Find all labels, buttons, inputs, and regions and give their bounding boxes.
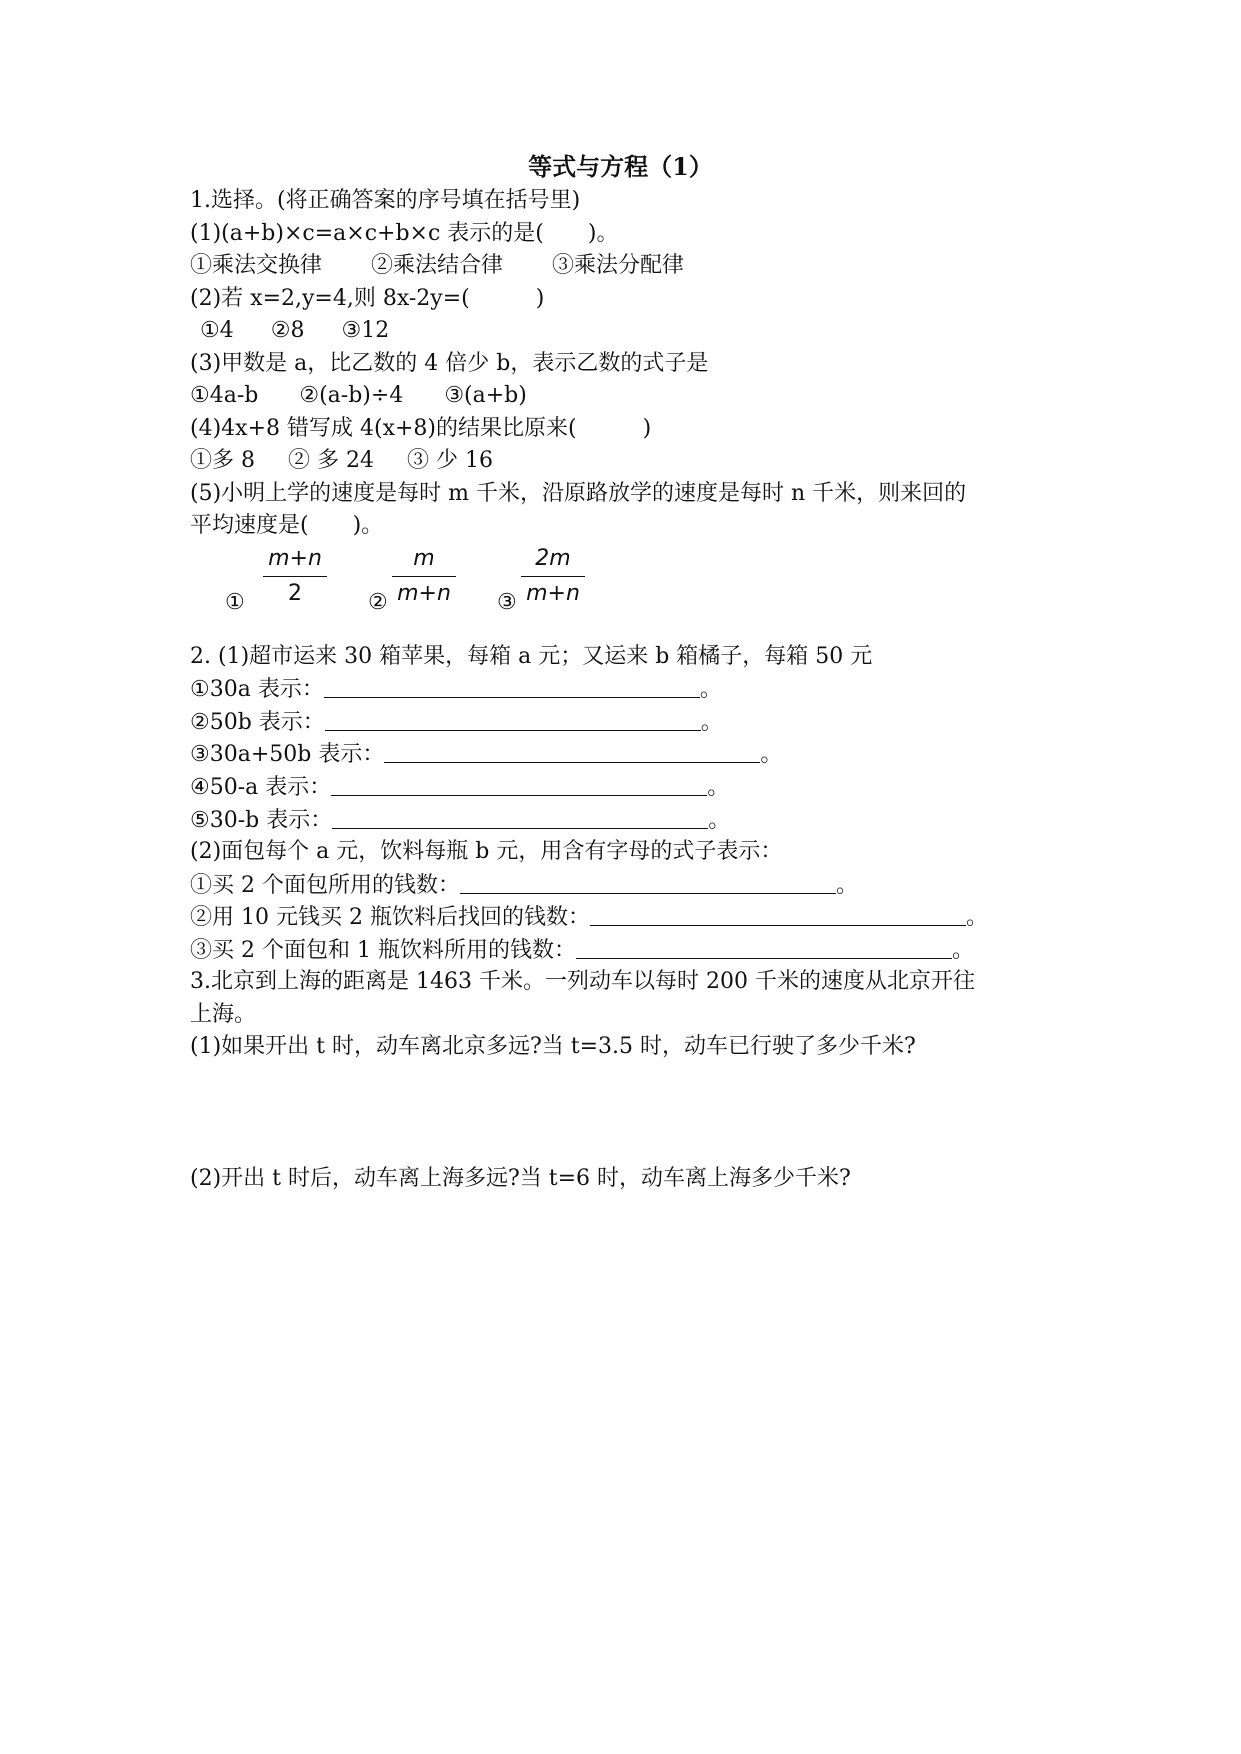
q3-stem-line1: 3.北京到上海的距离是 1463 千米。一列动车以每时 200 千米的速度从北京开往 — [190, 969, 975, 994]
item-label: ③买 2 个面包和 1 瓶饮料所用的钱数： — [190, 938, 576, 963]
fraction-bar — [521, 576, 585, 577]
q3-stem-line2: 上海。 — [190, 1002, 257, 1027]
q1-s3-option-2: ②(a-b)÷4 — [299, 383, 404, 408]
item-end: 。 — [835, 873, 858, 898]
q1-s5-option-1-fraction — [263, 544, 327, 609]
q3-s1: (1)如果开出 t 时，动车离北京多远?当 t=3.5 时，动车已行驶了多少千米? — [190, 1034, 916, 1059]
q1-s5-option-2-fraction — [392, 544, 456, 609]
item-end: 。 — [760, 742, 783, 767]
fraction-numerator: m+n — [268, 546, 322, 571]
answer-blank[interactable] — [332, 804, 708, 829]
q1-s5-option-3-mark: ③ — [497, 590, 517, 615]
q2-p1-item-5 — [190, 804, 730, 837]
q1-s5-option-1-mark: ① — [225, 590, 245, 615]
answer-blank[interactable] — [324, 673, 700, 698]
q1-s5-stem-line2: 平均速度是( )。 — [190, 513, 384, 538]
q1-s4-options — [190, 445, 493, 477]
item-end: 。 — [699, 677, 722, 702]
q1-s4-option-3: ③ 少 16 — [406, 448, 493, 473]
q1-s3-options — [190, 380, 527, 412]
q2-p1-item-3 — [190, 738, 782, 771]
q2-p1-item-4 — [190, 771, 729, 804]
q1-s3-option-1: ①4a-b — [190, 383, 259, 408]
q1-s1-stem: (1)(a+b)×c=a×c+b×c 表示的是( )。 — [190, 221, 619, 246]
fraction-numerator: 2m — [535, 546, 571, 571]
item-label: ⑤30-b 表示： — [190, 808, 333, 833]
answer-blank[interactable] — [590, 901, 966, 926]
q1-s1-option-2: ②乘法结合律 — [371, 253, 504, 278]
item-end: 。 — [708, 808, 731, 833]
q2-p2-stem: (2)面包每个 a 元，饮料每瓶 b 元，用含有字母的式子表示： — [190, 839, 783, 864]
q1-s1-option-3: ③乘法分配律 — [552, 253, 685, 278]
q1-s3-option-3: ③(a+b) — [444, 383, 527, 408]
fraction-denominator: 2 — [288, 581, 302, 606]
item-label: ①30a 表示： — [190, 677, 324, 702]
q1-s4-stem: (4)4x+8 错写成 4(x+8)的结果比原来( ) — [190, 416, 652, 441]
fraction-bar — [263, 576, 327, 577]
item-label: ④50-a 表示： — [190, 775, 332, 800]
answer-blank[interactable] — [576, 934, 952, 959]
q1-s5-option-2-mark: ② — [368, 590, 388, 615]
answer-blank[interactable] — [384, 738, 760, 763]
q1-s1-option-1: ①乘法交换律 — [190, 253, 323, 278]
q1-s2-option-2: ②8 — [270, 318, 305, 343]
q1-s2-options — [200, 315, 389, 347]
q2-p2-item-1 — [190, 869, 858, 902]
q2-p2-item-3 — [190, 934, 974, 967]
answer-blank[interactable] — [331, 771, 707, 796]
q2-p1-stem: 2. (1)超市运来 30 箱苹果，每箱 a 元；又运来 b 箱橘子，每箱 50 元 — [190, 644, 873, 669]
item-end: 。 — [965, 905, 988, 930]
q1-s1-options — [190, 250, 684, 282]
item-end: 。 — [700, 710, 723, 735]
fraction-numerator: m — [413, 546, 435, 571]
q2-p2-item-2 — [190, 901, 988, 934]
q2-p1-item-2 — [190, 706, 723, 739]
item-end: 。 — [707, 775, 730, 800]
q1-heading: 1.选择。(将正确答案的序号填在括号里) — [190, 188, 581, 213]
q2-p1-item-1 — [190, 673, 722, 706]
fraction-denominator: m+n — [526, 581, 580, 606]
item-label: ②50b 表示： — [190, 710, 325, 735]
q1-s5-stem-line1: (5)小明上学的速度是每时 m 千米，沿原路放学的速度是每时 n 千米，则来回的 — [190, 481, 967, 506]
item-end: 。 — [951, 938, 974, 963]
answer-blank[interactable] — [325, 706, 701, 731]
q1-s4-option-2: ② 多 24 — [288, 448, 374, 473]
fraction-bar — [392, 576, 456, 577]
item-label: ①买 2 个面包所用的钱数： — [190, 873, 460, 898]
answer-blank[interactable] — [460, 869, 836, 894]
q1-s2-stem: (2)若 x=2,y=4,则 8x-2y=( ) — [190, 286, 545, 311]
q3-s2: (2)开出 t 时后，动车离上海多远?当 t=6 时，动车离上海多少千米? — [190, 1166, 851, 1191]
q1-s3-stem: (3)甲数是 a，比乙数的 4 倍少 b，表示乙数的式子是 — [190, 351, 709, 376]
fraction-denominator: m+n — [397, 581, 451, 606]
q1-s4-option-1: ①多 8 — [190, 448, 255, 473]
q1-s5-option-3-fraction — [521, 544, 585, 609]
item-label: ③30a+50b 表示： — [190, 742, 385, 767]
q1-s2-option-3: ③12 — [341, 318, 390, 343]
q1-s2-option-1: ①4 — [200, 318, 234, 343]
item-label: ②用 10 元钱买 2 瓶饮料后找回的钱数： — [190, 905, 590, 930]
page-title: 等式与方程（1） — [528, 152, 713, 181]
